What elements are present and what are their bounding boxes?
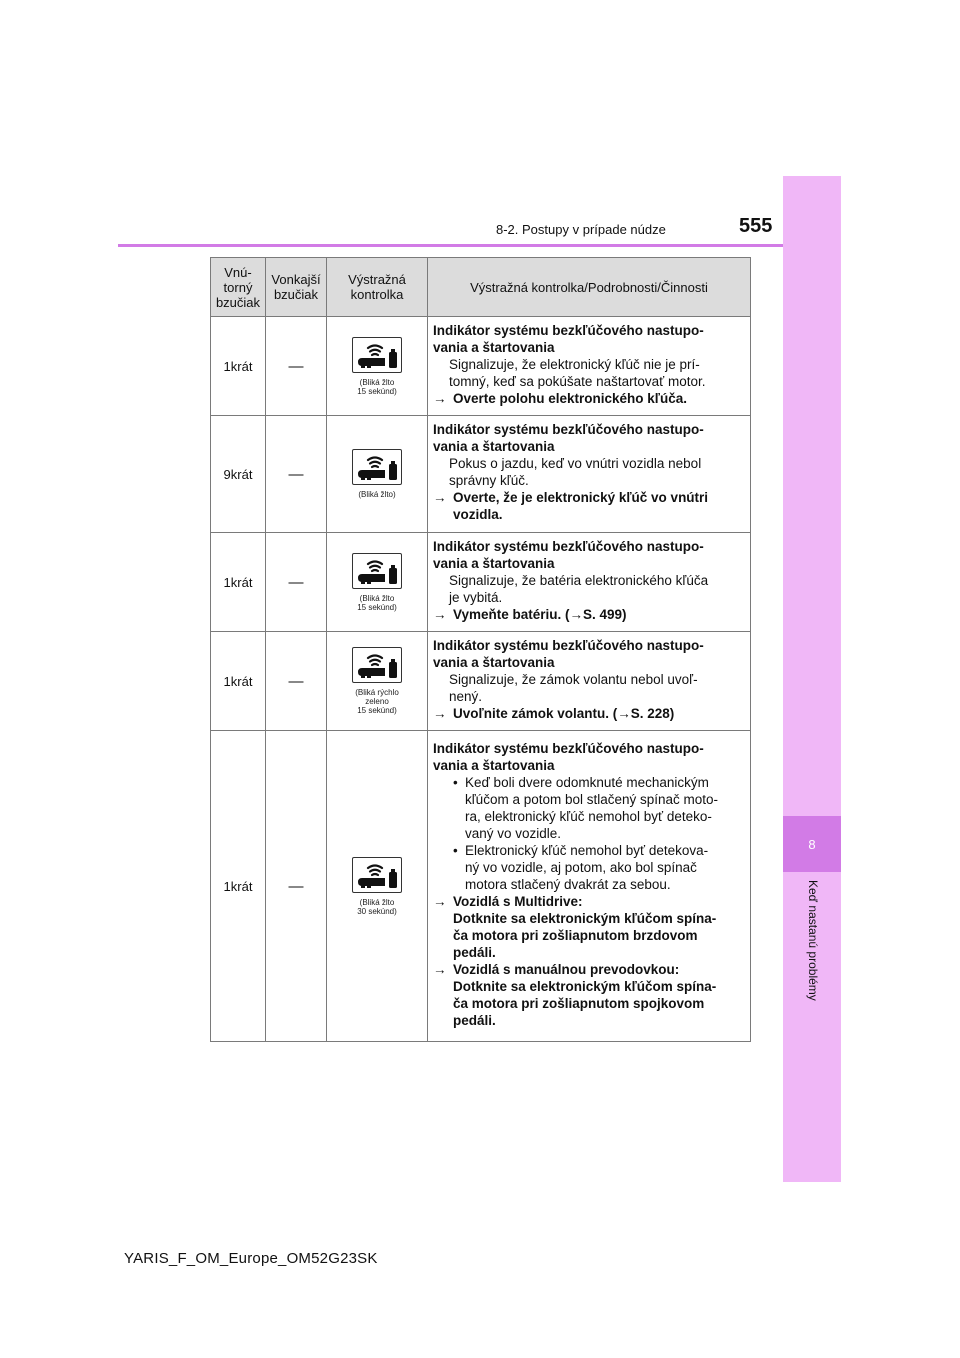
arrow-right-icon: → <box>433 961 447 977</box>
detail-title: Indikátor systému bezkľúčového nastupo- vania a štartovania <box>433 422 704 454</box>
arrow-right-icon: → <box>433 606 447 622</box>
warning-light-note: (Bliká žlto 15 sekúnd) <box>357 593 397 612</box>
external-buzzer-cell: — <box>266 533 327 632</box>
table-row <box>211 416 751 533</box>
external-buzzer-cell: — <box>266 317 327 416</box>
key-warning-icon <box>352 647 402 683</box>
detail-title: Indikátor systému bezkľúčového nastupo- vania a štartovania <box>433 740 704 773</box>
page-number: 555 <box>739 215 773 237</box>
table-row <box>211 533 751 632</box>
detail-action-text: Vymeňte batériu. (→S. 499) <box>453 606 627 622</box>
section-title: 8-2. Postupy v prípade núdze <box>496 222 666 237</box>
detail-action <box>433 390 744 407</box>
details-cell <box>428 317 751 416</box>
details-cell <box>428 416 751 533</box>
warning-light-note: (Bliká žlto 30 sekúnd) <box>357 897 397 916</box>
detail-signal: Signalizuje, že zámok volantu nebol uvoľ- nený. <box>449 671 698 704</box>
warning-light-cell <box>327 416 428 533</box>
warning-light-cell <box>327 533 428 632</box>
key-warning-icon <box>352 449 402 485</box>
detail-signal: Signalizuje, že batéria elektronického kľúča je vybitá. <box>449 572 709 605</box>
table-row <box>211 632 751 731</box>
document-id: YARIS_F_OM_Europe_OM52G23SK <box>124 1250 378 1267</box>
warning-light-note: (Bliká žlto) <box>358 490 396 499</box>
warning-light-cell <box>327 632 428 731</box>
key-warning-icon <box>352 857 402 893</box>
internal-buzzer-cell: 1krát <box>211 632 266 731</box>
detail-action <box>433 606 744 623</box>
warning-light-cell <box>327 317 428 416</box>
detail-bullet <box>433 774 744 842</box>
table-row <box>211 731 751 1042</box>
header-internal-buzzer: Vnú- torný bzučiak <box>211 258 266 317</box>
chapter-number: 8 <box>783 816 841 872</box>
internal-buzzer-cell: 1krát <box>211 731 266 1042</box>
warning-light-note: (Bliká žlto 15 sekúnd) <box>357 377 397 396</box>
chapter-side-tab <box>783 176 841 1182</box>
detail-bullet-text: Elektronický kľúč nemohol byť detekova- ný vo vozidle, aj potom, ako bol spínač motora stlačený dvakrát za sebou. <box>465 842 709 892</box>
table-header-row <box>211 258 751 317</box>
detail-action-text: Uvoľnite zámok volantu. (→S. 228) <box>453 705 675 721</box>
arrow-right-icon: → <box>433 705 447 721</box>
external-buzzer-cell: — <box>266 416 327 533</box>
internal-buzzer-cell: 1krát <box>211 533 266 632</box>
internal-buzzer-cell: 1krát <box>211 317 266 416</box>
header-external-buzzer: Vonkajší bzučiak <box>266 258 327 317</box>
detail-title: Indikátor systému bezkľúčového nastupo- vania a štartovania <box>433 637 704 670</box>
internal-buzzer-cell: 9krát <box>211 416 266 533</box>
warning-table <box>210 257 751 1042</box>
header-divider <box>118 244 783 247</box>
detail-title: Indikátor systému bezkľúčového nastupo- vania a štartovania <box>433 322 704 355</box>
detail-action-text: Overte polohu elektronického kľúča. <box>453 390 688 406</box>
detail-action <box>433 893 744 961</box>
detail-bullet <box>433 842 744 893</box>
detail-action <box>433 489 744 523</box>
key-warning-icon <box>352 553 402 589</box>
bullet-dot-icon: • <box>453 842 458 858</box>
arrow-right-icon: → <box>433 490 447 505</box>
details-cell <box>428 533 751 632</box>
detail-title: Indikátor systému bezkľúčového nastupo- vania a štartovania <box>433 538 704 571</box>
detail-action-text: Vozidlá s manuálnou prevodovkou: Dotknite sa elektronickým kľúčom spína- ča motora pri zošliapnutom spojkovom pedáli. <box>453 961 717 1028</box>
detail-action-text: Overte, že je elektronický kľúč vo vnútri vozidla. <box>453 490 709 522</box>
header-details: Výstražná kontrolka/Podrobnosti/Činnosti <box>428 258 751 317</box>
header-warning-light: Výstražná kontrolka <box>327 258 428 317</box>
warning-light-note: (Bliká rýchlo zeleno 15 sekúnd) <box>355 688 399 715</box>
detail-signal: Signalizuje, že elektronický kľúč nie je prí- tomný, keď sa pokúšate naštartovať motor. <box>449 356 706 389</box>
detail-bullet-text: Keď boli dvere odomknuté mechanickým kľúčom a potom bol stlačený spínač moto- ra, elektronický kľúč nemohol byť deteko- vaný vo vozidle. <box>465 774 719 841</box>
key-warning-icon <box>352 337 402 373</box>
external-buzzer-cell: — <box>266 632 327 731</box>
chapter-title: Keď nastanú problémy <box>806 880 820 1001</box>
arrow-right-icon: → <box>433 893 447 909</box>
detail-signal: Pokus o jazdu, keď vo vnútri vozidla nebol správny kľúč. <box>449 456 702 488</box>
warning-light-cell <box>327 731 428 1042</box>
external-buzzer-cell: — <box>266 731 327 1042</box>
detail-action-text: Vozidlá s Multidrive: Dotknite sa elektronickým kľúčom spína- ča motora pri zošliapnutom brzdovom pedáli. <box>453 893 717 960</box>
details-cell <box>428 632 751 731</box>
bullet-dot-icon: • <box>453 774 458 790</box>
detail-action <box>433 705 744 722</box>
table-row <box>211 317 751 416</box>
detail-action <box>433 961 744 1029</box>
details-cell <box>428 731 751 1042</box>
arrow-right-icon: → <box>433 390 447 406</box>
